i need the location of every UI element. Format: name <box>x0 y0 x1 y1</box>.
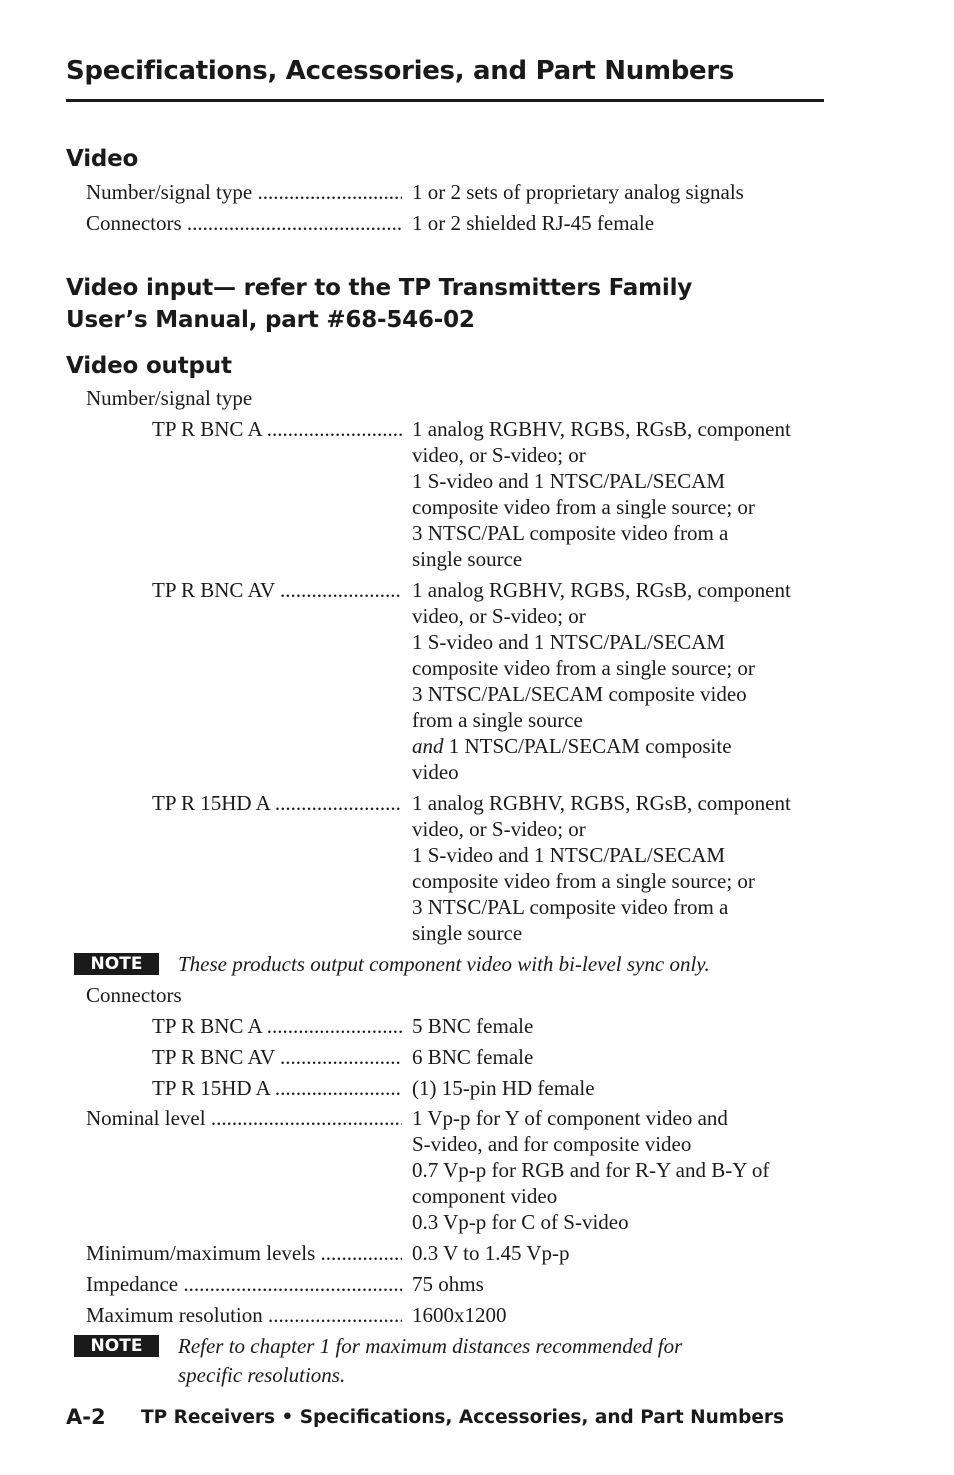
video-heading: Video <box>66 146 139 172</box>
note-badge: NOTE <box>74 1335 159 1357</box>
spec-label: TP R BNC AV ..... <box>152 1044 402 1070</box>
video-input-heading-line1: Video input— refer to the TP Transmitters Family <box>66 275 693 301</box>
spec-value: 1 analog RGBHV, RGBS, RGsB, component video, or S-video; or 1 S-video and 1 NTSC/PAL/SECAM composite video from a single source; or 3 NTSC/PAL composite video from a single source <box>412 417 791 571</box>
spec-value: 0.3 V to 1.45 Vp-p <box>412 1241 570 1265</box>
spec-label: Connectors ..... <box>86 210 402 236</box>
spec-label: TP R 15HD A ..... <box>152 1075 402 1101</box>
spec-value: 1 analog RGBHV, RGBS, RGsB, component video, or S-video; or 1 S-video and 1 NTSC/PAL/SECAM composite video from a single source; or 3 NTSC/PAL/SECAM composite video from a single source and 1 NTSC/PAL/SECAM composite video <box>412 578 791 784</box>
spec-label: Maximum resolution ..... <box>86 1302 402 1328</box>
spec-value: 6 BNC female <box>412 1045 534 1069</box>
spec-value: 1600x1200 <box>412 1303 507 1327</box>
title-rule <box>66 99 824 102</box>
spec-value: 1 or 2 sets of proprietary analog signals <box>412 180 744 204</box>
spec-label: Impedance ..... <box>86 1271 402 1297</box>
spec-label: TP R BNC AV ..... <box>152 577 402 603</box>
spec-label: Nominal level ..... <box>86 1105 402 1131</box>
number-signal-type-label: Number/signal type <box>86 386 253 410</box>
spec-label: Minimum/maximum levels ..... <box>86 1240 402 1266</box>
spec-value: 1 analog RGBHV, RGBS, RGsB, component video, or S-video; or 1 S-video and 1 NTSC/PAL/SECAM composite video from a single source; or 3 NTSC/PAL composite video from a single source <box>412 791 791 945</box>
note-text: Refer to chapter 1 for maximum distances recommended for specific resolutions. <box>178 1334 683 1387</box>
spec-value: (1) 15-pin HD female <box>412 1076 595 1100</box>
spec-value: 1 Vp-p for Y of component video and S-video, and for composite video 0.7 Vp-p for RGB and for R-Y and B-Y of component video 0.3 Vp-p for C of S-video <box>412 1106 770 1234</box>
spec-label: TP R 15HD A ..... <box>152 790 402 816</box>
spec-value: 5 BNC female <box>412 1014 534 1038</box>
page-title: Specifications, Accessories, and Part Numbers <box>66 56 735 86</box>
footer-text: TP Receivers • Specifications, Accessories, and Part Numbers <box>141 1407 785 1428</box>
spec-label: Number/signal type ..... <box>86 179 402 205</box>
video-output-heading: Video output <box>66 353 232 379</box>
connectors-label: Connectors <box>86 983 182 1007</box>
page-number: A-2 <box>66 1405 106 1429</box>
spec-label: TP R BNC A ..... <box>152 416 402 442</box>
note-text: These products output component video with bi-level sync only. <box>178 952 710 976</box>
video-input-heading-line2: User’s Manual, part #68-546-02 <box>66 307 475 333</box>
note-badge: NOTE <box>74 953 159 975</box>
spec-value: 75 ohms <box>412 1272 484 1296</box>
spec-label: TP R BNC A ..... <box>152 1013 402 1039</box>
spec-value: 1 or 2 shielded RJ-45 female <box>412 211 655 235</box>
